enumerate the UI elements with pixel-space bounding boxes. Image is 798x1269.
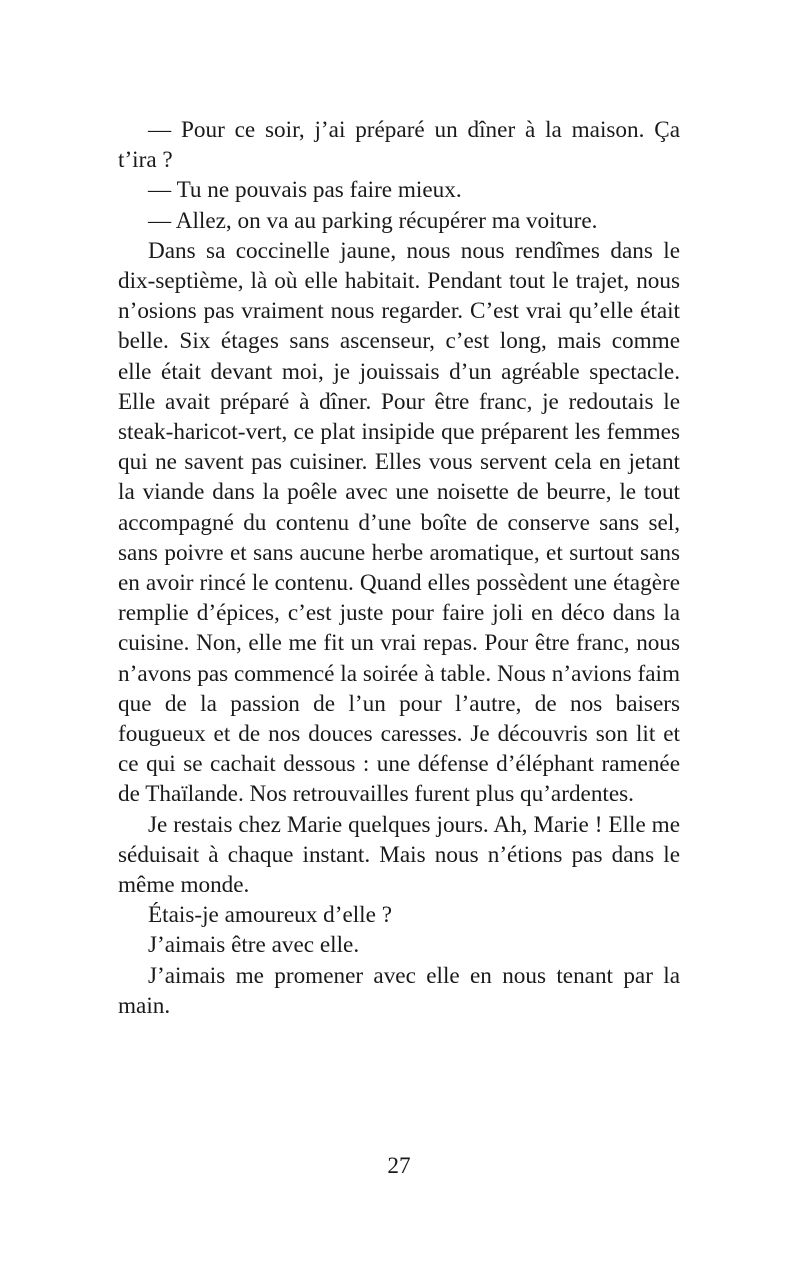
page-number: 27 (387, 1153, 411, 1179)
narrative-paragraph: Étais-je amoureux d’elle ? (148, 902, 393, 929)
narrative-paragraph: Dans sa coccinelle jaune, nous nous rendîmes dans le dix-septième, là où elle habitait. Pendant tout le trajet, nous n’osions pas vraiment nous regarder. C’est vrai qu’elle était belle. Six étages sans ascenseur, c’est long, mais comme elle était devant moi, je jouissais d’un agréable spectacle. Elle avait préparé à dîner. Pour être franc, je redoutais le steak-haricot-vert, ce plat insipide que préparent les femmes qui ne savent pas cuisiner. Elles vous servent cela en jetant la viande dans la poêle avec une noisette de beurre, le tout accompagné du contenu d’une boîte de conserve sans sel, sans poivre et sans aucune herbe aromatique, et surtout sans en avoir rincé le contenu. Quand elles possèdent une étagère remplie d’épices, c’est juste pour faire joli en déco dans la cuisine. Non, elle me fit un vrai repas. Pour être franc, nous n’avons pas commencé la soirée à table. Nous n’avions faim que de la passion de l’un pour l’autre, de nos baisers fougueux et de nos douces caresses. Je découvris son lit et ce qui se cachait dessous : une défense d’éléphant ramenée de Thaïlande. Nos retrouvailles furent plus qu’ardentes. (118, 237, 680, 808)
narrative-paragraph: J’aimais me promener avec elle en nous tenant par la main. (118, 962, 680, 1019)
dialogue-paragraph: — Allez, on va au parking récupérer ma voiture. (148, 207, 598, 234)
narrative-paragraph: Je restais chez Marie quelques jours. Ah, Marie ! Elle me séduisait à chaque instant. Mais nous n’étions pas dans le même monde. (118, 811, 680, 899)
dialogue-paragraph: — Tu ne pouvais pas faire mieux. (148, 177, 462, 204)
narrative-paragraph: J’aimais être avec elle. (148, 932, 360, 959)
dialogue-paragraph: — Pour ce soir, j’ai préparé un dîner à la maison. Ça t’ira ? (118, 117, 680, 174)
page-body (118, 115, 680, 1021)
